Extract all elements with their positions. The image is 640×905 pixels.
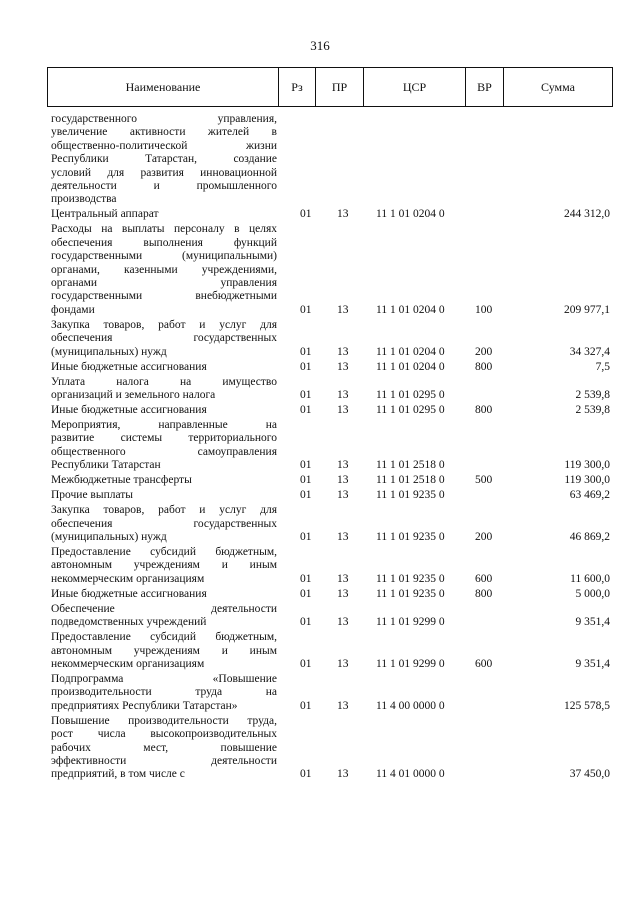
row-name	[51, 504, 277, 544]
row-name-line: Республики Татарстан	[51, 459, 161, 472]
row-name-line: Иные бюджетные ассигнования	[51, 360, 207, 373]
row-sum: 9 351,4	[575, 616, 610, 629]
table-row	[47, 113, 613, 207]
row-name-line: увеличение активности жителей в	[51, 126, 277, 139]
row-vr: 100	[475, 303, 493, 316]
column-header-vr: ВР	[477, 80, 492, 94]
row-rz: 01	[300, 616, 312, 629]
row-csr: 11 1 01 0204 0	[376, 208, 445, 221]
row-rz: 01	[300, 388, 312, 401]
row-pr: 13	[337, 208, 349, 221]
row-csr: 11 1 01 9235 0	[376, 489, 445, 502]
column-header-sum: Сумма	[541, 80, 575, 94]
row-vr: 200	[475, 530, 493, 543]
row-pr: 13	[337, 388, 349, 401]
row-csr: 11 1 01 9235 0	[376, 572, 445, 585]
row-name	[51, 474, 277, 487]
row-name-line: Иные бюджетные ассигнования	[51, 404, 207, 416]
row-name-line: государственного управления,	[51, 113, 277, 125]
row-name-line: автономным учреждениям и иным	[51, 644, 277, 657]
table-row	[47, 673, 613, 713]
table-row	[47, 631, 613, 671]
row-vr: 800	[475, 404, 493, 416]
row-name-line: предприятий, в том числе с	[51, 768, 185, 781]
column-header-rz: Рз	[291, 80, 303, 94]
row-vr: 800	[475, 360, 493, 373]
row-name-line: подведомственных учреждений	[51, 616, 207, 629]
row-csr: 11 1 01 0295 0	[376, 404, 445, 416]
row-pr: 13	[337, 303, 349, 316]
row-csr: 11 1 01 2518 0	[376, 474, 445, 487]
row-rz: 01	[300, 360, 312, 373]
row-pr: 13	[337, 616, 349, 629]
row-csr: 11 4 01 0000 0	[376, 768, 445, 781]
table-row	[47, 588, 613, 601]
row-name-line: Закупка товаров, работ и услуг для	[51, 318, 277, 331]
row-rz: 01	[300, 303, 312, 316]
row-name-line: Республики Татарстан, создание	[51, 153, 277, 166]
row-name-line: предприятиях Республики Татарстан»	[51, 699, 238, 712]
row-pr: 13	[337, 474, 349, 487]
row-sum: 244 312,0	[564, 208, 610, 221]
row-csr: 11 1 01 9235 0	[376, 587, 445, 600]
row-pr: 13	[337, 530, 349, 543]
row-name-line: Закупка товаров, работ и услуг для	[51, 504, 277, 517]
row-sum: 11 600,0	[570, 572, 610, 585]
row-name-line: государственными (муниципальными)	[51, 250, 277, 263]
row-name	[51, 208, 277, 221]
row-name-line: Межбюджетные трансферты	[51, 474, 192, 487]
row-vr: 500	[475, 474, 493, 487]
row-sum: 37 450,0	[569, 768, 610, 781]
row-name-line: обеспечения государственных	[51, 332, 277, 345]
row-sum: 125 578,5	[564, 699, 610, 712]
row-rz: 01	[300, 345, 312, 358]
row-name-line: Расходы на выплаты персоналу в целях	[51, 223, 277, 236]
row-name-line: органами управления	[51, 276, 277, 289]
row-name-line: некоммерческим организациям	[51, 572, 205, 585]
row-rz: 01	[300, 530, 312, 543]
row-name	[51, 603, 277, 630]
row-name	[51, 419, 277, 473]
row-name-line: организаций и земельного налога	[51, 388, 216, 401]
row-name-line: органами, казенными учреждениями,	[51, 263, 277, 276]
row-rz: 01	[300, 657, 312, 670]
row-name-line: автономным учреждениям и иным	[51, 559, 277, 572]
row-name-line: Предоставление субсидий бюджетным,	[51, 631, 277, 644]
row-vr: 600	[475, 657, 493, 670]
table-row	[47, 715, 613, 782]
row-csr: 11 4 00 0000 0	[376, 699, 445, 712]
row-name-line: обеспечения государственных	[51, 517, 277, 530]
row-name	[51, 673, 277, 713]
table-header	[47, 67, 613, 107]
row-rz: 01	[300, 587, 312, 600]
row-name-line: Центральный аппарат	[51, 208, 159, 221]
table-row	[47, 419, 613, 473]
row-vr: 600	[475, 572, 493, 585]
table-row	[47, 223, 613, 317]
row-name	[51, 546, 277, 586]
column-header-csr: ЦСР	[402, 80, 427, 94]
row-name-line: рост числа высокопроизводительных	[51, 728, 277, 741]
row-rz: 01	[300, 768, 312, 781]
row-csr: 11 1 01 0204 0	[376, 303, 445, 316]
row-csr: 11 1 01 9235 0	[376, 530, 445, 543]
row-name	[51, 319, 277, 359]
table-row	[47, 504, 613, 544]
row-rz: 01	[300, 474, 312, 487]
row-name-line: производства	[51, 193, 117, 206]
row-sum: 5 000,0	[575, 587, 610, 600]
row-pr: 13	[337, 345, 349, 358]
row-pr: 13	[337, 404, 349, 416]
table-row	[47, 603, 613, 630]
row-sum: 63 469,2	[569, 489, 610, 502]
row-name-line: общественно-политической жизни	[51, 139, 277, 152]
row-pr: 13	[337, 489, 349, 502]
row-csr: 11 1 01 0204 0	[376, 360, 445, 373]
row-name-line: фондами	[51, 303, 95, 316]
table-row	[47, 474, 613, 487]
row-pr: 13	[337, 360, 349, 373]
row-name-line: общественного самоуправления	[51, 445, 277, 458]
row-name-line: Мероприятия, направленные на	[51, 419, 277, 431]
table-row	[47, 376, 613, 403]
row-vr: 800	[475, 587, 493, 600]
row-name-line: Иные бюджетные ассигнования	[51, 587, 207, 600]
row-pr: 13	[337, 587, 349, 600]
row-name	[51, 631, 277, 671]
row-name-line: (муниципальных) нужд	[51, 345, 167, 358]
row-rz: 01	[300, 699, 312, 712]
row-pr: 13	[337, 572, 349, 585]
row-rz: 01	[300, 404, 312, 416]
column-header-name: Наименование	[125, 80, 201, 94]
row-sum: 2 539,8	[575, 404, 610, 416]
table-row	[47, 489, 613, 502]
row-csr: 11 1 01 0295 0	[376, 388, 445, 401]
table-row	[47, 208, 613, 221]
row-name	[51, 376, 277, 403]
row-name	[51, 489, 277, 502]
row-name-line: Обеспечение деятельности	[51, 602, 277, 615]
row-rz: 01	[300, 208, 312, 221]
row-sum: 7,5	[595, 360, 610, 373]
row-rz: 01	[300, 459, 312, 472]
row-pr: 13	[337, 768, 349, 781]
row-pr: 13	[337, 657, 349, 670]
row-name-line: Уплата налога на имущество	[51, 375, 277, 388]
row-name-line: (муниципальных) нужд	[51, 530, 167, 543]
row-name	[51, 404, 277, 417]
row-name	[51, 715, 277, 782]
row-pr: 13	[337, 699, 349, 712]
row-sum: 2 539,8	[575, 388, 610, 401]
row-csr: 11 1 01 0204 0	[376, 345, 445, 358]
row-csr: 11 1 01 9299 0	[376, 657, 445, 670]
row-name-line: Предоставление субсидий бюджетным,	[51, 546, 277, 558]
table-row	[47, 361, 613, 374]
row-rz: 01	[300, 489, 312, 502]
row-name	[51, 361, 277, 374]
row-name-line: деятельности и промышленного	[51, 179, 277, 192]
row-name	[51, 588, 277, 601]
row-rz: 01	[300, 572, 312, 585]
table-row	[47, 319, 613, 359]
row-sum: 9 351,4	[575, 657, 610, 670]
row-name-line: некоммерческим организациям	[51, 657, 205, 670]
row-name	[51, 113, 277, 207]
row-pr: 13	[337, 459, 349, 472]
row-name-line: обеспечения выполнения функций	[51, 236, 277, 249]
page-number: 316	[310, 38, 330, 53]
row-vr: 200	[475, 345, 493, 358]
row-name-line: Прочие выплаты	[51, 489, 134, 502]
row-csr: 11 1 01 2518 0	[376, 459, 445, 472]
row-name-line: производительности труда на	[51, 686, 277, 699]
row-sum: 46 869,2	[569, 530, 610, 543]
budget-table	[47, 67, 613, 781]
table-row	[47, 546, 613, 586]
row-name-line: государственными внебюджетными	[51, 290, 277, 303]
row-csr: 11 1 01 9299 0	[376, 616, 445, 629]
row-name-line: Повышение производительности труда,	[51, 714, 277, 727]
row-sum: 119 300,0	[564, 459, 610, 472]
row-name-line: развитие системы территориального	[51, 432, 277, 445]
row-name-line: Подпрограмма «Повышение	[51, 673, 277, 685]
row-name-line: эффективности деятельности	[51, 754, 277, 767]
row-sum: 34 327,4	[569, 345, 610, 358]
row-name-line: условий для развития инновационной	[51, 166, 277, 179]
table-row	[47, 404, 613, 417]
column-header-pr: ПР	[331, 80, 348, 94]
row-sum: 209 977,1	[564, 303, 610, 316]
row-name	[51, 223, 277, 317]
row-name-line: рабочих мест, повышение	[51, 741, 277, 754]
row-sum: 119 300,0	[564, 474, 610, 487]
